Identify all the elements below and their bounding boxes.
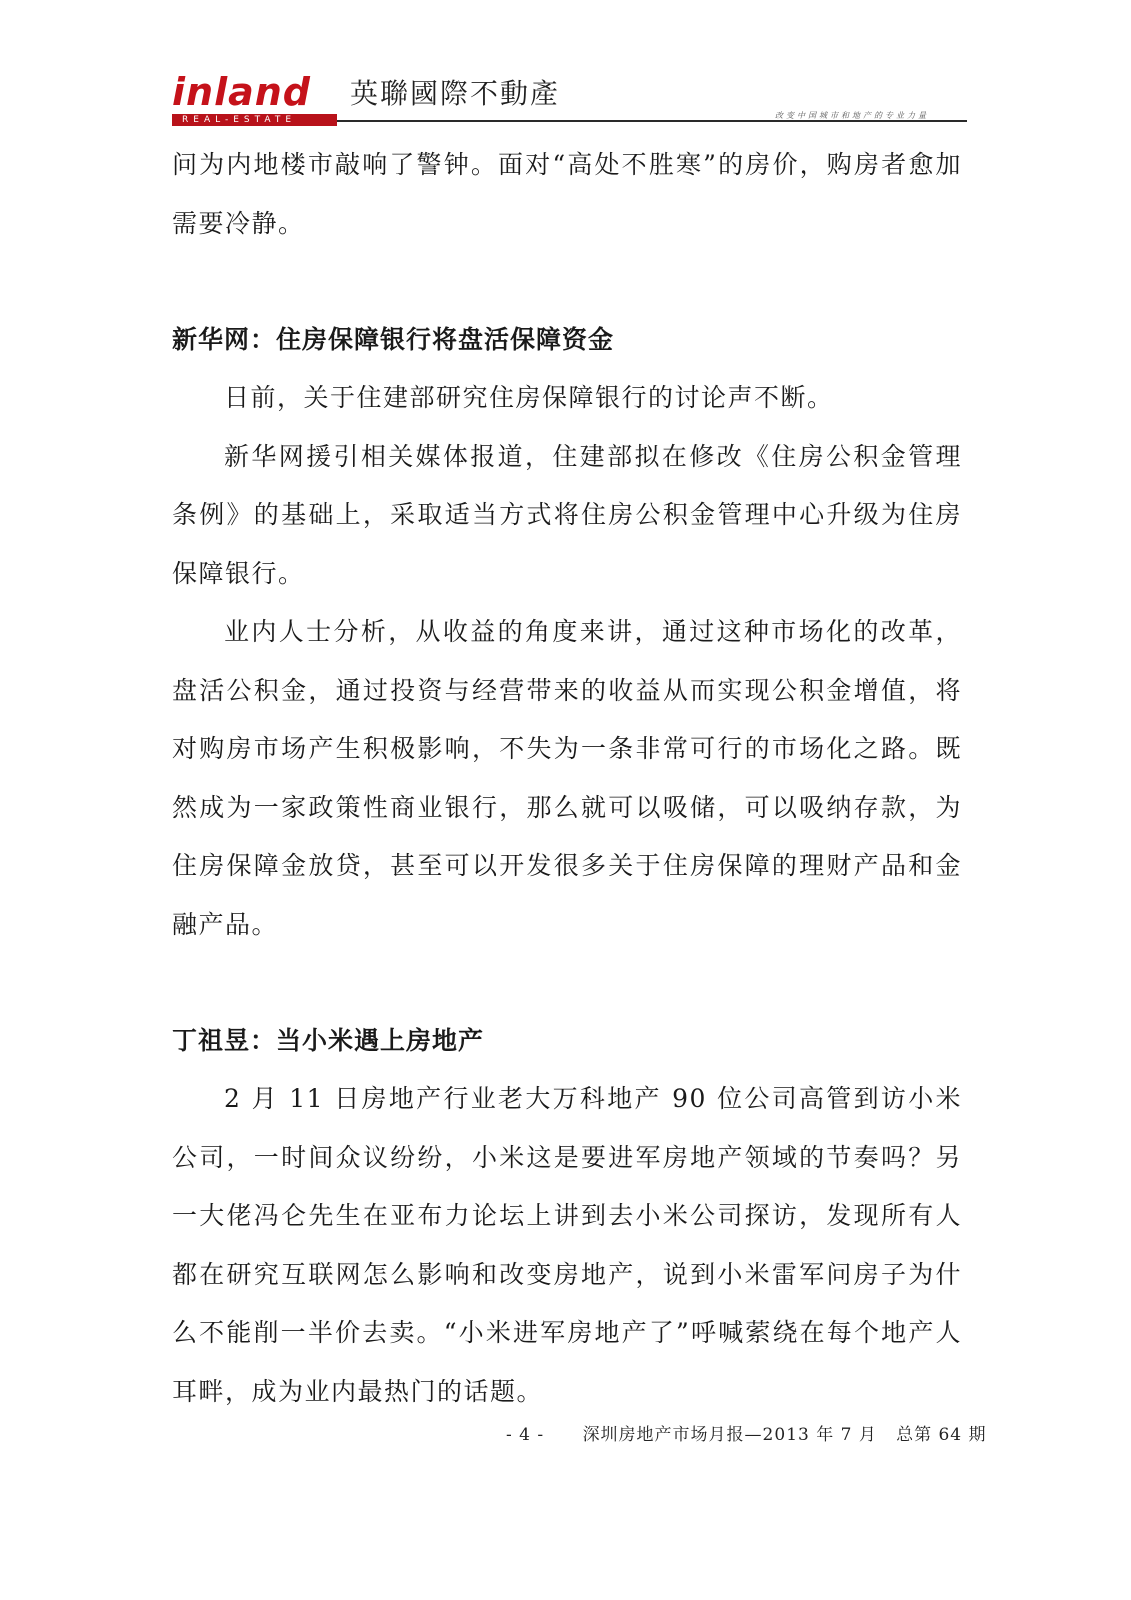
section1-paragraph-1: 日前，关于住建部研究住房保障银行的讨论声不断。 bbox=[224, 383, 834, 412]
page-number: - 4 - bbox=[506, 1425, 545, 1445]
section1-paragraph-3: 业内人士分析，从收益的角度来讲，通过这种市场化的改革，盘活公积金，通过投资与经营带来的收益从而实现公积金增值，将对购房市场产生积极影响，不失为一条非常可行的市场化之路。既然成为一家政策性商业银行，那么就可以吸储，可以吸纳存款，为住房保障金放贷，甚至可以开发很多关于住房保障的理财产品和金融产品。 bbox=[172, 617, 962, 939]
logo-wordmark: inland bbox=[172, 70, 311, 114]
logo-chinese-name: 英聯國際不動產 bbox=[350, 77, 561, 110]
intro-paragraph: 问为内地楼市敲响了警钟。面对“高处不胜寒”的房价，购房者愈加需要冷静。 bbox=[172, 150, 962, 238]
section2-paragraph-1: 2 月 11 日房地产行业老大万科地产 90 位公司高管到访小米公司，一时间众议纷纷，小米这是要进军房地产领域的节奏吗？另一大佬冯仑先生在亚布力论坛上讲到去小米公司探访，发现所有人都在研究互联网怎么影响和改变房地产，说到小米雷军问房子为什么不能削一半价去卖。“小米进军房地产了”呼喊萦绕在每个地产人耳畔，成为业内最热门的话题。 bbox=[172, 1084, 962, 1406]
page-content bbox=[172, 136, 962, 1421]
issue-number: 总第 64 期 bbox=[896, 1425, 987, 1445]
logo-subtitle: REAL-ESTATE bbox=[172, 114, 337, 126]
section-heading-housing-bank: 新华网：住房保障银行将盘活保障资金 bbox=[172, 325, 615, 354]
section1-paragraph-2: 新华网援引相关媒体报道，住建部拟在修改《住房公积金管理条例》的基础上，采取适当方式将住房公积金管理中心升级为住房保障银行。 bbox=[172, 441, 962, 588]
section-heading-xiaomi: 丁祖昱：当小米遇上房地产 bbox=[172, 1026, 485, 1055]
page-header bbox=[172, 72, 967, 132]
header-divider bbox=[337, 120, 967, 122]
publication-title: 深圳房地产市场月报—2013 年 7 月 bbox=[582, 1425, 877, 1445]
header-tagline: 改变中国城市和地产的专业力量 bbox=[775, 111, 929, 120]
page-footer bbox=[506, 1420, 987, 1445]
